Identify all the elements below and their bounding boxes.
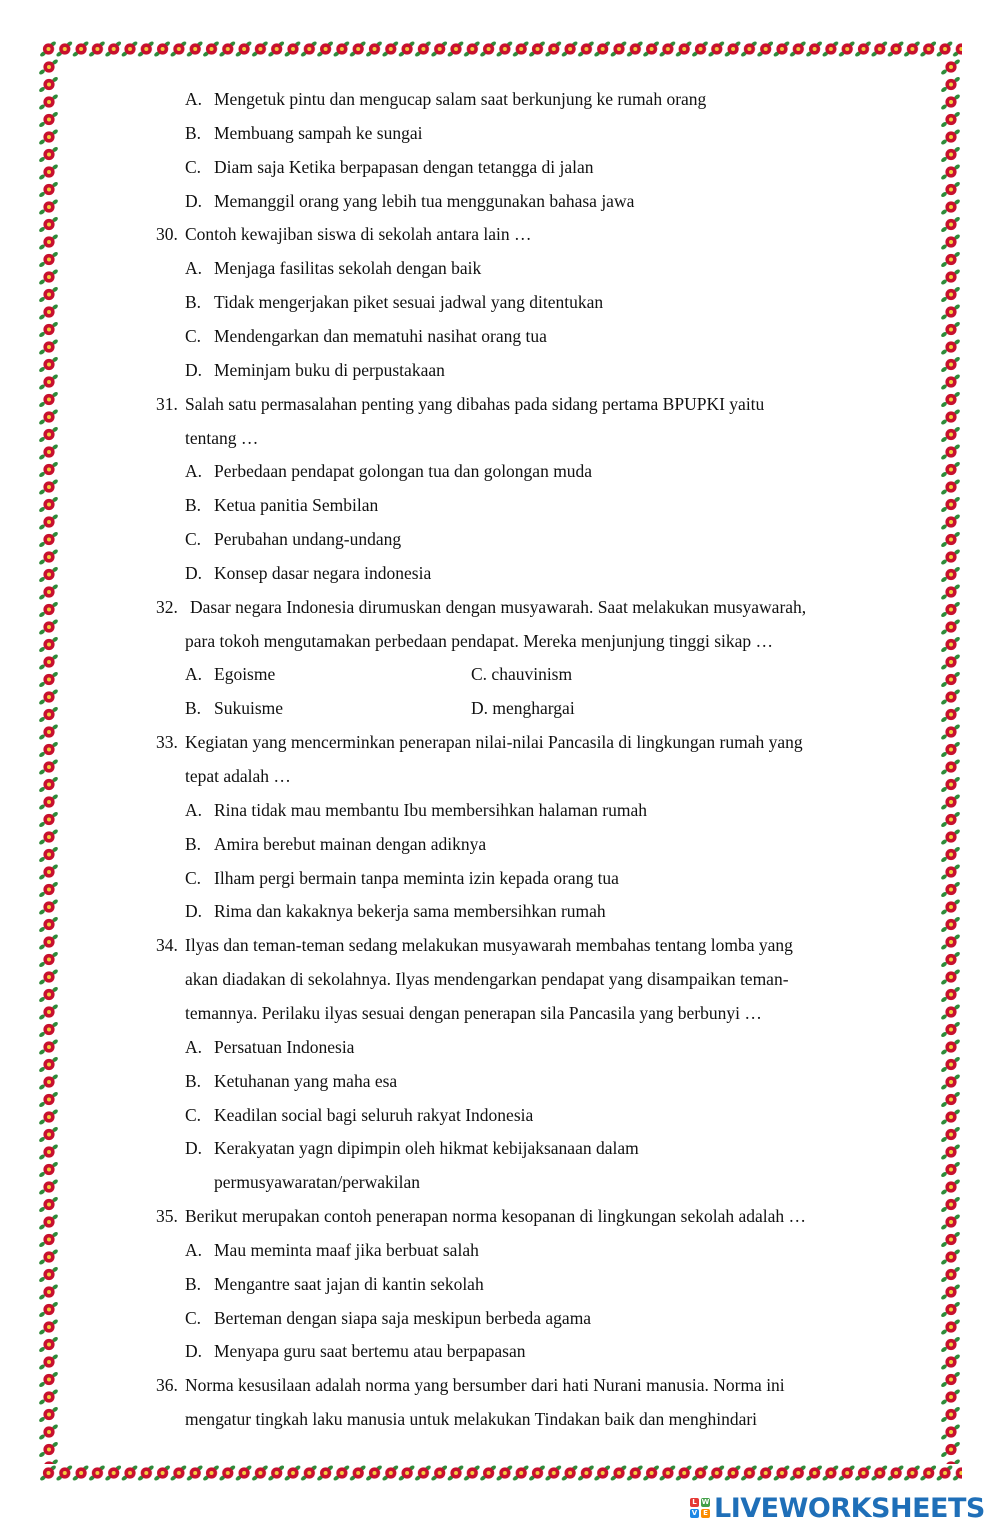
option-letter: A.	[185, 799, 203, 820]
option-text: Meminjam buku di perpustakaan	[214, 359, 445, 380]
question-number: 32.	[156, 596, 178, 617]
logo-cell: L	[690, 1498, 699, 1507]
option-letter: C.	[185, 867, 202, 888]
question-text: Salah satu permasalahan penting yang dibahas pada sidang pertama BPUPKI yaitu	[185, 393, 765, 414]
option-text: Menyapa guru saat bertemu atau berpapasan	[214, 1341, 526, 1362]
option-second-column: C. chauvinism	[471, 664, 573, 685]
option-letter: B.	[185, 292, 202, 313]
question-text: temannya. Perilaku ilyas sesuai dengan penerapan sila Pancasila yang berbunyi …	[185, 1002, 762, 1023]
question-number: 31.	[156, 393, 178, 414]
question-text: Contoh kewajiban siswa di sekolah antara lain …	[185, 224, 532, 245]
question-text: tepat adalah …	[185, 766, 291, 786]
question-text: Dasar negara Indonesia dirumuskan dengan musyawarah. Saat melakukan musyawarah,	[190, 596, 807, 617]
option-text: Sukuisme	[214, 698, 284, 719]
question-text: Ilyas dan teman-teman sedang melakukan musyawarah membahas tentang lomba yang	[185, 935, 793, 956]
option-letter: D.	[185, 1341, 203, 1362]
option-text: Konsep dasar negara indonesia	[214, 562, 432, 583]
option-second-column: D. menghargai	[471, 698, 575, 719]
option-text: Memanggil orang yang lebih tua menggunakan bahasa jawa	[214, 190, 635, 211]
question-number: 33.	[156, 732, 178, 753]
question-text: permusyawaratan/perwakilan	[214, 1172, 421, 1193]
flower-border-bottom	[40, 1462, 962, 1484]
option-text: Persatuan Indonesia	[214, 1036, 355, 1057]
option-letter: C.	[185, 1104, 202, 1125]
option-letter: D.	[185, 190, 203, 211]
option-text: Mendengarkan dan mematuhi nasihat orang tua	[214, 325, 547, 346]
flower-border-right	[940, 58, 962, 1464]
logo-cell: E	[701, 1509, 710, 1518]
option-text: Tidak mengerjakan piket sesuai jadwal yang ditentukan	[214, 292, 604, 313]
option-letter: D.	[185, 1138, 203, 1159]
option-letter: A.	[185, 461, 203, 482]
option-letter: C.	[185, 1307, 202, 1328]
option-text: Mengantre saat jajan di kantin sekolah	[214, 1273, 484, 1294]
option-text: Amira berebut mainan dengan adiknya	[214, 833, 487, 854]
question-text: Norma kesusilaan adalah norma yang bersumber dari hati Nurani manusia. Norma ini	[185, 1375, 785, 1396]
option-text: Ketuhanan yang maha esa	[214, 1070, 398, 1091]
logo-text: LIVEWORKSHEETS	[714, 1492, 985, 1524]
question-number: 36.	[156, 1375, 178, 1396]
option-letter: D.	[185, 359, 203, 380]
option-text: Egoisme	[214, 664, 276, 685]
option-text: Mengetuk pintu dan mengucap salam saat berkunjung ke rumah orang	[214, 89, 707, 109]
question-number: 30.	[156, 224, 178, 245]
option-text: Perbedaan pendapat golongan tua dan golongan muda	[214, 461, 593, 482]
question-text: mengatur tingkah laku manusia untuk melakukan Tindakan baik dan menghindari	[185, 1409, 758, 1430]
question-number: 34.	[156, 935, 178, 956]
option-letter: B.	[185, 122, 202, 143]
option-text: Ketua panitia Sembilan	[214, 495, 379, 516]
question-text: Kegiatan yang mencerminkan penerapan nilai-nilai Pancasila di lingkungan rumah yang	[185, 732, 803, 753]
option-text: Perubahan undang-undang	[214, 529, 402, 550]
question-text: akan diadakan di sekolahnya. Ilyas mendengarkan pendapat yang disampaikan teman-	[185, 969, 789, 990]
logo-cell: V	[691, 1509, 698, 1517]
flower-border-top	[40, 38, 962, 60]
question-text: Berikut merupakan contoh penerapan norma kesopanan di lingkungan sekolah adalah …	[185, 1206, 807, 1227]
flower-border-left	[38, 58, 60, 1464]
option-letter: C.	[185, 529, 202, 550]
question-number: 35.	[156, 1206, 178, 1227]
option-letter: B.	[185, 1070, 202, 1091]
option-letter: C.	[185, 325, 202, 346]
option-text: Rima dan kakaknya bekerja sama membersihkan rumah	[214, 901, 606, 922]
liveworksheets-logo	[690, 1493, 985, 1523]
option-text: Diam saja Ketika berpapasan dengan tetangga di jalan	[214, 156, 594, 177]
option-text: Rina tidak mau membantu Ibu membersihkan halaman rumah	[214, 799, 648, 820]
option-text: Mau meminta maaf jika berbuat salah	[214, 1239, 479, 1260]
option-text: Menjaga fasilitas sekolah dengan baik	[214, 258, 482, 279]
option-letter: D.	[185, 562, 203, 583]
logo-cell: W	[701, 1498, 710, 1506]
option-text: Berteman dengan siapa saja meskipun berbeda agama	[214, 1307, 592, 1328]
option-letter: A.	[185, 1036, 203, 1057]
option-letter: A.	[185, 89, 203, 109]
option-letter: B.	[185, 495, 202, 516]
question-text: para tokoh mengutamakan perbedaan pendapat. Mereka menjunjung tinggi sikap …	[185, 630, 774, 651]
option-letter: B.	[185, 1273, 202, 1294]
option-letter: A.	[185, 664, 203, 685]
option-letter: A.	[185, 258, 203, 279]
question-text: tentang …	[185, 427, 259, 448]
option-letter: C.	[185, 156, 202, 177]
option-text: Kerakyatan yagn dipimpin oleh hikmat kebijaksanaan dalam	[214, 1138, 639, 1159]
option-letter: D.	[185, 901, 203, 922]
option-text: Membuang sampah ke sungai	[214, 122, 423, 143]
option-text: Ilham pergi bermain tanpa meminta izin kepada orang tua	[214, 867, 619, 888]
option-text: Keadilan social bagi seluruh rakyat Indonesia	[214, 1104, 534, 1125]
logo-mark-icon	[690, 1498, 710, 1518]
option-letter: B.	[185, 833, 202, 854]
option-letter: B.	[185, 698, 202, 719]
option-letter: A.	[185, 1239, 203, 1260]
